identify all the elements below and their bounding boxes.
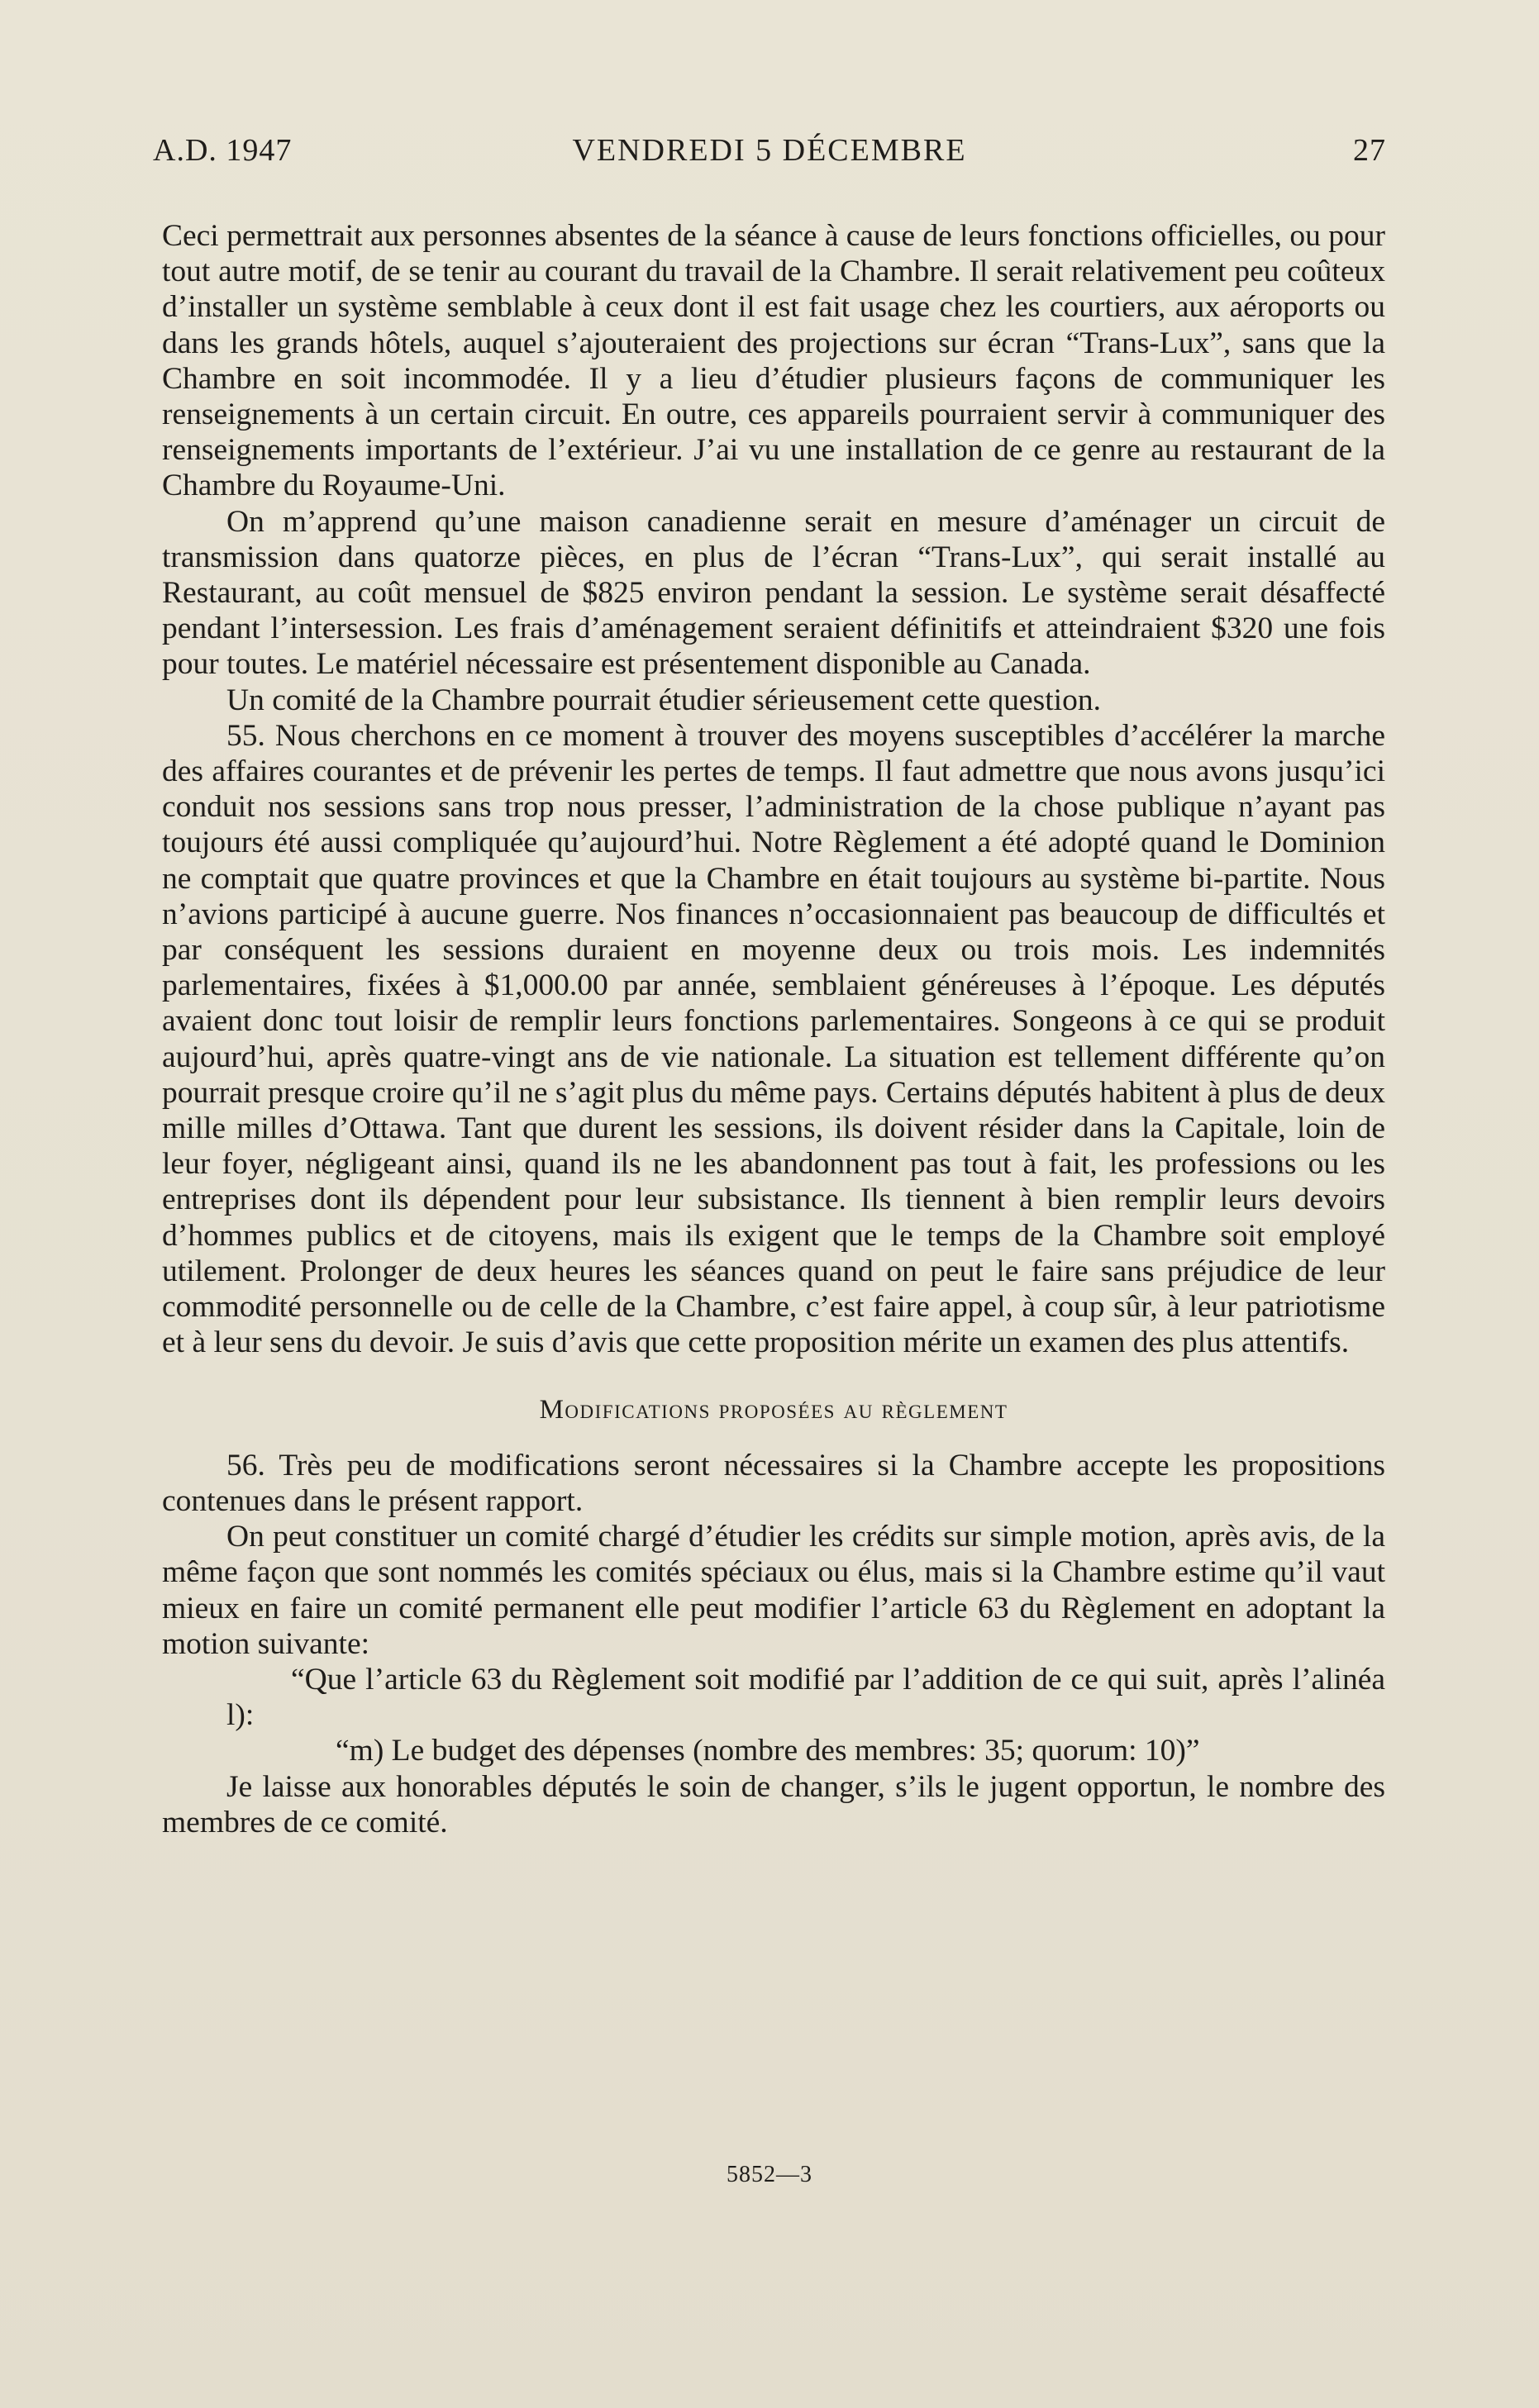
signature-mark: 5852—3 [727,2162,812,2187]
paragraph-committee: Un comité de la Chambre pourrait étudier sérieusement cette question. [226,683,1101,717]
paragraph-motion: On peut constituer un comité chargé d’étudier les crédits sur simple motion, après avis, de la même façon que sont nommés les comités spéciaux ou élus, mais si la Chambre estime qu’il vaut mieux en faire un comité permanent elle peut modifier l’article 63 du Règlement en adoptant la motion suivante: [162,1520,1385,1661]
page-number: 27 [1353,133,1386,168]
body-text [162,218,1385,1840]
quoted-alinea-m: “m) Le budget des dépenses (nombre des membres: 35; quorum: 10)” [336,1734,1200,1768]
quoted-motion: “Que l’article 63 du Règlement soit modifié par l’addition de ce qui suit, après l’alinéa l): [226,1662,1385,1733]
paragraph-56: 56. Très peu de modifications seront nécessaires si la Chambre accepte les propositions contenues dans le présent rapport. [162,1448,1385,1518]
paragraph-translux-intro: Ceci permettrait aux personnes absentes de la séance à cause de leurs fonctions officielles, ou pour tout autre motif, de se tenir au courant du travail de la Chambre. Il serait relativement peu coûteux d’installer un système semblable à ceux dont il est fait usage chez les courtiers, aux aéroports ou dans les grands hôtels, auquel s’ajouteraient des projections sur écran “Trans-Lux”, sans que la Chambre en soit incommodée. Il y a lieu d’étudier plusieurs façons de communiquer les renseignements à un certain circuit. En outre, ces appareils pourraient servir à communiquer des renseignements importants de l’extérieur. J’ai vu une installation de ce genre au restaurant de la Chambre du Royaume-Uni. [162,219,1386,503]
header-year: A.D. 1947 [153,133,293,168]
running-head [153,132,1386,174]
header-date: VENDREDI 5 DÉCEMBRE [572,133,967,168]
paragraph-closing: Je laisse aux honorables députés le soin de changer, s’ils le jugent opportun, le nombre des membres de ce comité. [162,1769,1385,1839]
section-heading: Modifications proposées au règlement [539,1394,1008,1425]
paragraph-55: 55. Nous cherchons en ce moment à trouver des moyens susceptibles d’accélérer la marche des affaires courantes et de prévenir les pertes de temps. Il faut admettre que nous avons jusqu’ici conduit nos sessions sans trop nous presser, l’administration de la chose publique n’ayant pas toujours été aussi compliquée qu’aujourd’hui. Notre Règlement a été adopté quand le Dominion ne comptait que quatre provinces et que la Chambre en était toujours au système bi-partite. Nous n’avions participé à aucune guerre. Nos finances n’occasionnaient pas beaucoup de difficultés et par conséquent les sessions duraient en moyenne deux ou trois mois. Les indemnités parlementaires, fixées à $1,000.00 par année, semblaient généreuses à l’époque. Les députés avaient donc tout loisir de remplir leurs fonctions parlementaires. Songeons à ce qui se produit aujourd’hui, après quatre-vingt ans de vie nationale. La situation est tellement différente qu’on pourrait presque croire qu’il ne s’agit plus du même pays. Certains députés habitent à plus de deux mille milles d’Ottawa. Tant que durent les sessions, ils doivent résider dans la Capitale, loin de leur foyer, négligeant ainsi, quand ils ne les abandonnent pas tout à fait, les professions ou les entreprises dont ils dépendent pour leur subsistance. Ils tiennent à bien remplir leurs devoirs d’hommes publics et de citoyens, mais ils exigent que le temps de la Chambre soit employé utilement. Prolonger de deux heures les séances quand on peut le faire sans préjudice de leur commodité personnelle ou de celle de la Chambre, c’est faire appel, à coup sûr, à leur patriotisme et à leur sens du devoir. Je suis d’avis que cette proposition mérite un examen des plus attentifs. [162,718,1385,1360]
paragraph-cost: On m’apprend qu’une maison canadienne serait en mesure d’aménager un circuit de transmission dans quatorze pièces, en plus de l’écran “Trans-Lux”, qui serait installé au Restaurant, au coût mensuel de $825 environ pendant la session. Le système serait désaffecté pendant l’intersession. Les frais d’aménagement seraient définitifs et atteindraient $320 une fois pour toutes. Le matériel nécessaire est présentement disponible au Canada. [162,504,1385,682]
